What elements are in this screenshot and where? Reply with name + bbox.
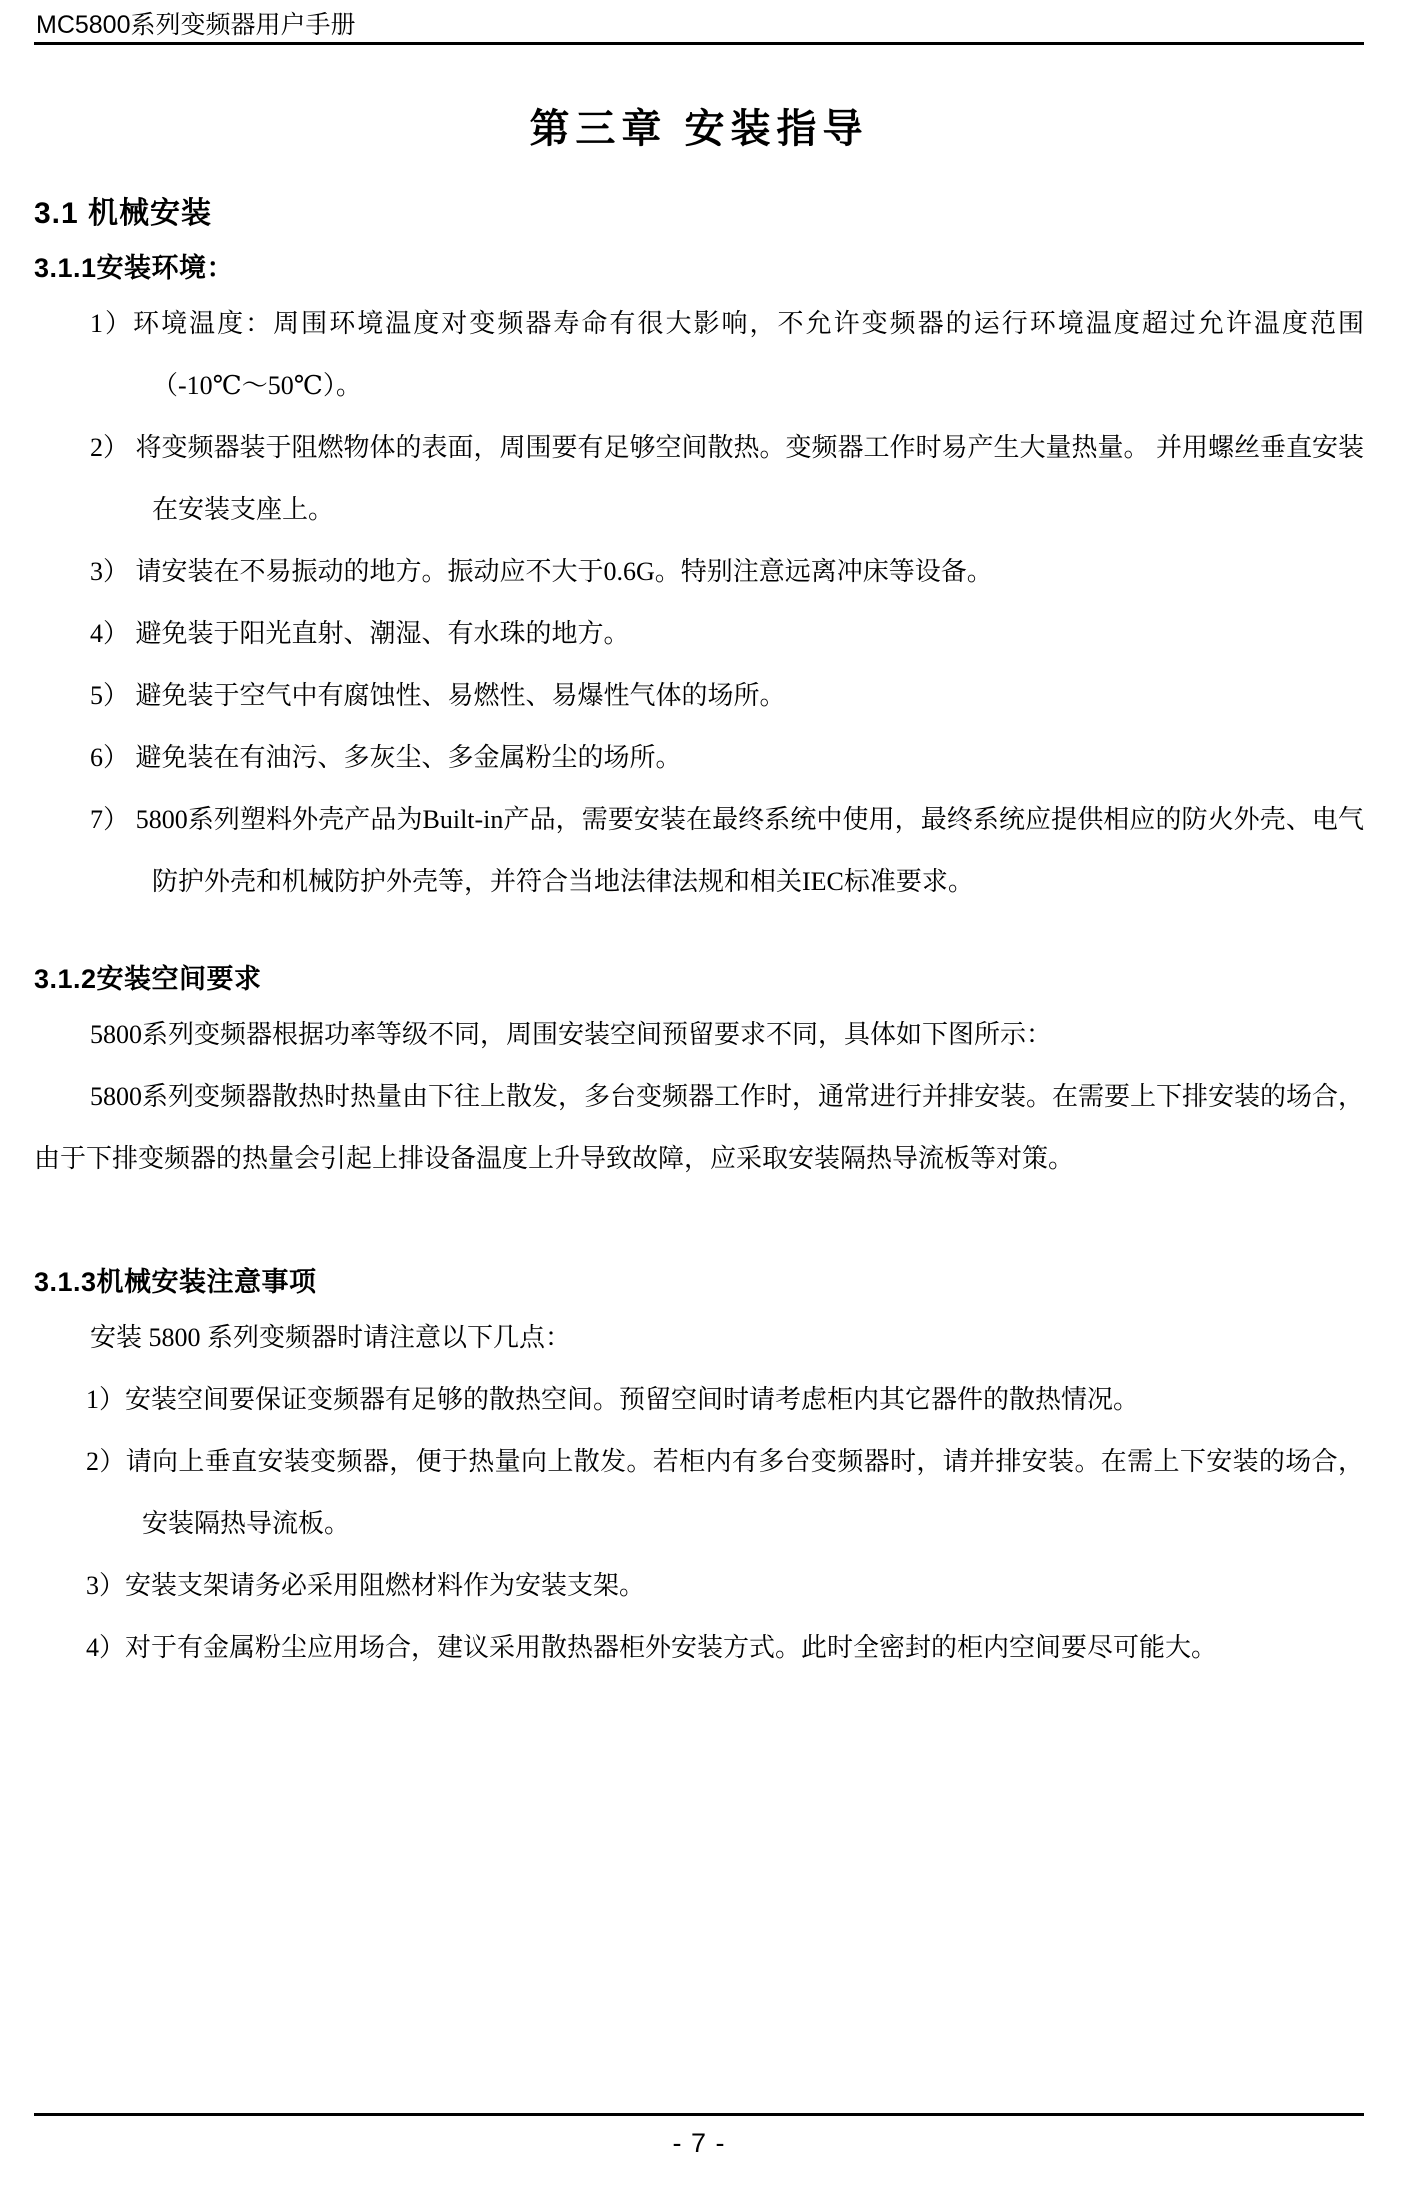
spacer [34,1190,1364,1216]
section-heading-3-1-3: 3.1.3机械安装注意事项 [34,1267,317,1297]
page-footer [34,2113,1364,2159]
list-item: 6） 避免装在有油污、多灰尘、多金属粉尘的场所。 [90,743,682,772]
list-item: 4） 避免装于阳光直射、潮湿、有水珠的地方。 [90,619,630,648]
list-item: 2） 将变频器装于阻燃物体的表面，周围要有足够空间散热。变频器工作时易产生大量热量。 并用螺丝垂直安装在安装支座上。 [90,433,1365,524]
page-number: - 7 - [672,2128,726,2158]
list-item: 3）安装支架请务必采用阻燃材料作为安装支架。 [86,1571,646,1600]
paragraph: 5800系列变频器根据功率等级不同，周围安装空间预留要求不同，具体如下图所示： [90,1020,1053,1049]
running-title: MC5800系列变频器用户手册 [36,11,356,39]
paragraph: 5800系列变频器散热时热量由下往上散发，多台变频器工作时，通常进行并排安装。在需要上下排安装的场合，由于下排变频器的热量会引起上排设备温度上升导致故障，应采取安装隔热导流板等对策。 [34,1082,1365,1173]
footer-divider [34,2113,1364,2116]
list-item: 7） 5800系列塑料外壳产品为Built-in产品，需要安装在最终系统中使用，最终系统应提供相应的防火外壳、电气防护外壳和机械防护外壳等，并符合当地法律法规和相关IEC标准要求。 [90,805,1364,896]
list-item: 2）请向上垂直安装变频器，便于热量向上散发。若柜内有多台变频器时，请并排安装。在需上下安装的场合，安装隔热导流板。 [86,1447,1364,1538]
mechanical-notes-list [34,1369,1364,1679]
section-heading-3-1-1: 3.1.1安装环境： [34,253,235,283]
list-item: 1）安装空间要保证变频器有足够的散热空间。预留空间时请考虑柜内其它器件的散热情况。 [86,1385,1140,1414]
header-divider [34,42,1364,45]
list-item: 4）对于有金属粉尘应用场合，建议采用散热器柜外安装方式。此时全密封的柜内空间要尽可能大。 [86,1633,1218,1662]
paragraph-lead: 安装 5800 系列变频器时请注意以下几点： [90,1323,572,1352]
list-item: 3） 请安装在不易振动的地方。振动应不大于0.6G。特别注意远离冲床等设备。 [90,557,993,586]
section-heading-3-1-2: 3.1.2安装空间要求 [34,964,262,994]
section-heading-3-1: 3.1 机械安装 [34,197,213,230]
page-header [34,0,1364,45]
install-environment-list [34,293,1364,913]
chapter-title: 第三章 安装指导 [529,107,869,151]
list-item: 5） 避免装于空气中有腐蚀性、易燃性、易爆性气体的场所。 [90,681,786,710]
list-item: 1）环境温度：周围环境温度对变频器寿命有很大影响，不允许变频器的运行环境温度超过允许温度范围 （-10℃～50℃）。 [90,309,1364,400]
